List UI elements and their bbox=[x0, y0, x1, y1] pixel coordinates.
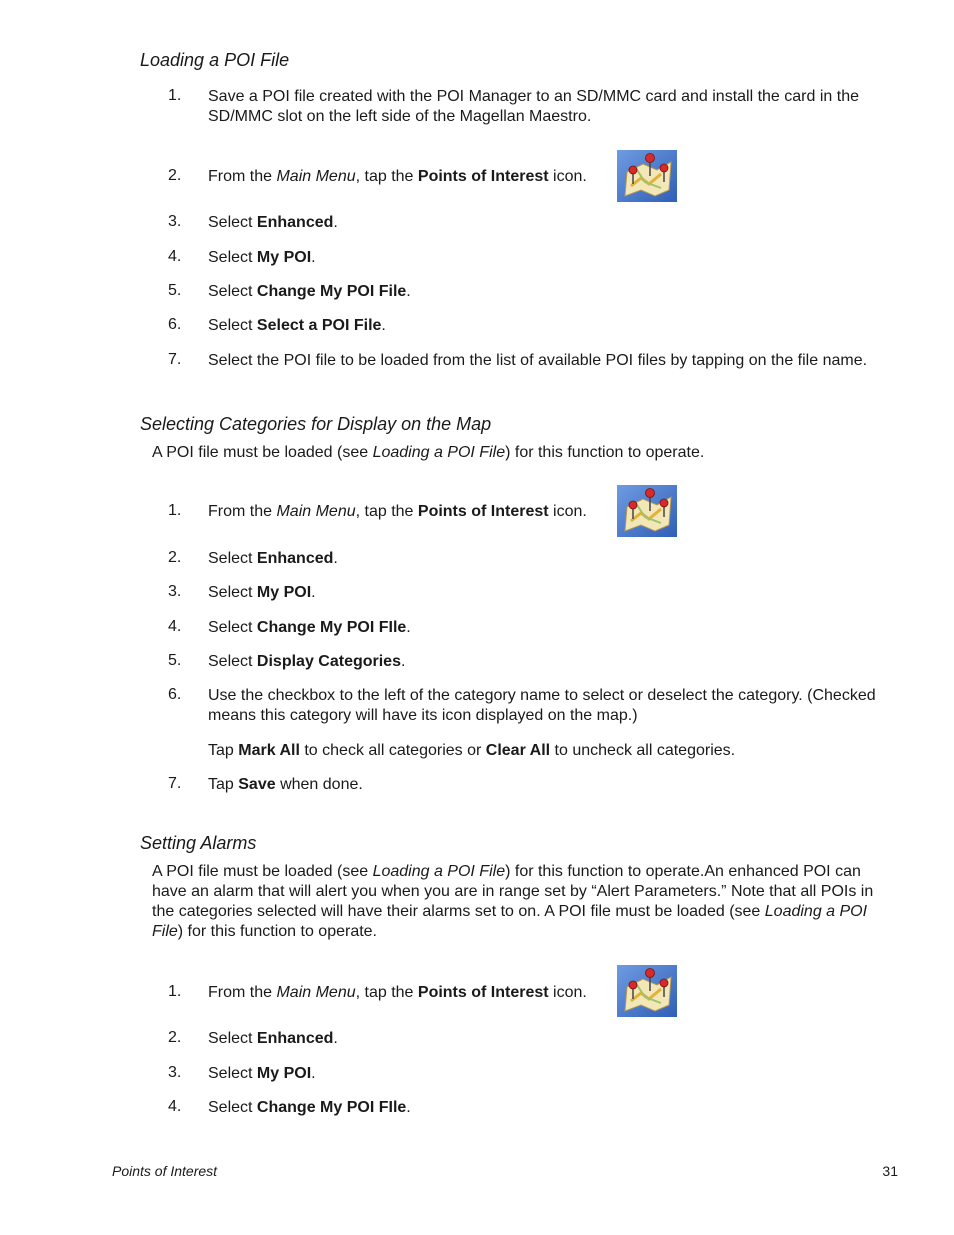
italic-term: Main Menu bbox=[276, 503, 356, 520]
text-run: Select bbox=[208, 619, 257, 636]
footer-section-title: Points of Interest bbox=[112, 1163, 218, 1179]
step-number: 2. bbox=[168, 1029, 182, 1046]
text-run: ) for this function to operate. bbox=[177, 923, 377, 940]
text-run: Select the POI file to be loaded from the list of available POI files by tapping on the file name. bbox=[208, 352, 868, 369]
text-run: icon. bbox=[548, 984, 587, 1001]
step-number: 2. bbox=[168, 167, 182, 184]
step-number: 3. bbox=[168, 1064, 182, 1081]
text-run: icon. bbox=[548, 168, 587, 185]
text-run: . bbox=[381, 317, 386, 334]
text-run: Select bbox=[208, 283, 257, 300]
step-number: 6. bbox=[168, 686, 182, 703]
text-run: . bbox=[406, 283, 411, 300]
text-run: Tap bbox=[208, 776, 239, 793]
step-text bbox=[208, 652, 898, 672]
bold-term: Points of Interest bbox=[417, 503, 549, 520]
bold-term: Change My POI FIle bbox=[256, 619, 407, 636]
text-run: , tap the bbox=[355, 503, 418, 520]
step-text bbox=[208, 618, 898, 638]
step-text bbox=[208, 549, 898, 569]
text-run: to check all categories or bbox=[299, 742, 486, 759]
bold-term: Points of Interest bbox=[417, 984, 549, 1001]
step-text bbox=[208, 1098, 898, 1118]
section-intro bbox=[152, 443, 897, 463]
step-text bbox=[208, 1029, 898, 1049]
text-run: . bbox=[400, 653, 406, 670]
text-run: From the bbox=[208, 503, 277, 520]
step-number: 1. bbox=[168, 502, 182, 519]
step-number: 3. bbox=[168, 583, 182, 600]
step-text bbox=[208, 775, 898, 795]
step-number: 2. bbox=[168, 549, 182, 566]
text-run: From the bbox=[208, 168, 277, 185]
step-text bbox=[208, 502, 898, 522]
text-run: Select bbox=[208, 214, 257, 231]
bold-term: My POI bbox=[256, 1065, 312, 1082]
bold-term: Select a POI File bbox=[256, 317, 382, 334]
step-number: 1. bbox=[168, 983, 182, 1000]
text-run: . bbox=[333, 550, 338, 567]
text-run: . bbox=[406, 1099, 411, 1116]
text-run: Select bbox=[208, 584, 257, 601]
text-run: . bbox=[311, 1065, 316, 1082]
points-of-interest-icon bbox=[617, 150, 677, 202]
step-number: 4. bbox=[168, 1098, 182, 1115]
section-heading: Loading a POI File bbox=[140, 50, 290, 70]
section-intro bbox=[152, 862, 897, 942]
text-run: Select bbox=[208, 653, 257, 670]
bold-term: Enhanced bbox=[256, 1030, 334, 1047]
step-text bbox=[208, 87, 898, 127]
step-text bbox=[208, 983, 898, 1003]
italic-term: Main Menu bbox=[276, 984, 356, 1001]
italic-term: Loading a POI File bbox=[372, 444, 506, 461]
bold-term: My POI bbox=[256, 584, 312, 601]
text-run: Use the checkbox to the left of the category name to select or deselect the category. (Checked means this category will have its icon displayed on the map.) bbox=[208, 687, 876, 724]
page-number: 31 bbox=[882, 1163, 898, 1179]
text-run: Select bbox=[208, 1065, 257, 1082]
text-run: . bbox=[311, 584, 316, 601]
step-text bbox=[208, 583, 898, 603]
step-text bbox=[208, 282, 898, 302]
text-run: A POI file must be loaded (see bbox=[152, 863, 373, 880]
text-run: A POI file must be loaded (see bbox=[152, 444, 373, 461]
step-number: 7. bbox=[168, 775, 182, 792]
points-of-interest-icon bbox=[617, 965, 677, 1017]
step-text bbox=[208, 1064, 898, 1084]
text-run: Select bbox=[208, 317, 257, 334]
step-number: 4. bbox=[168, 248, 182, 265]
text-run: ) for this function to operate.An enhanced POI can have an alarm that will alert you when you are in range set by “Alert Parameters.” Note that all POIs in the categories selected will have their alarms set to on. A POI file must be loaded (see bbox=[152, 863, 874, 920]
section-heading: Setting Alarms bbox=[140, 833, 257, 853]
text-run: Select bbox=[208, 249, 257, 266]
text-run: Select bbox=[208, 550, 257, 567]
text-run: icon. bbox=[548, 503, 587, 520]
step-text bbox=[208, 351, 898, 371]
text-run: From the bbox=[208, 984, 277, 1001]
points-of-interest-icon bbox=[617, 485, 677, 537]
italic-term: Loading a POI File bbox=[372, 863, 506, 880]
bold-term: Change My POI FIle bbox=[256, 1099, 407, 1116]
bold-term: My POI bbox=[256, 249, 312, 266]
step-number: 3. bbox=[168, 213, 182, 230]
italic-term: Loading a POI File bbox=[152, 903, 868, 940]
text-run: to uncheck all categories. bbox=[550, 742, 736, 759]
text-run: Save a POI file created with the POI Manager to an SD/MMC card and install the card in the SD/MMC slot on the left side of the Magellan Maestro. bbox=[208, 88, 859, 125]
step-number: 1. bbox=[168, 87, 182, 104]
bold-term: Change My POI File bbox=[256, 283, 407, 300]
bold-term: Points of Interest bbox=[417, 168, 549, 185]
text-run: Tap bbox=[208, 742, 239, 759]
step-text bbox=[208, 248, 898, 268]
text-run: Select bbox=[208, 1099, 257, 1116]
bold-term: Save bbox=[238, 776, 276, 793]
step-text bbox=[208, 316, 898, 336]
step-text bbox=[208, 167, 898, 187]
text-run: . bbox=[311, 249, 316, 266]
bold-term: Display Categories bbox=[256, 653, 401, 670]
step-number: 7. bbox=[168, 351, 182, 368]
text-run: . bbox=[333, 1030, 338, 1047]
text-run: Select bbox=[208, 1030, 257, 1047]
step-number: 4. bbox=[168, 618, 182, 635]
step-text bbox=[208, 686, 898, 726]
bold-term: Clear All bbox=[485, 742, 551, 759]
text-run: . bbox=[406, 619, 411, 636]
section-heading: Selecting Categories for Display on the Map bbox=[140, 414, 492, 434]
text-run: , tap the bbox=[355, 168, 418, 185]
text-run: when done. bbox=[275, 776, 363, 793]
text-run: . bbox=[333, 214, 338, 231]
step-number: 6. bbox=[168, 316, 182, 333]
step-number: 5. bbox=[168, 282, 182, 299]
italic-term: Main Menu bbox=[276, 168, 356, 185]
step-text bbox=[208, 213, 898, 233]
step-number: 5. bbox=[168, 652, 182, 669]
bold-term: Mark All bbox=[238, 742, 300, 759]
bold-term: Enhanced bbox=[256, 214, 334, 231]
text-run: , tap the bbox=[355, 984, 418, 1001]
step-note bbox=[208, 741, 898, 761]
bold-term: Enhanced bbox=[256, 550, 334, 567]
text-run: ) for this function to operate. bbox=[505, 444, 705, 461]
